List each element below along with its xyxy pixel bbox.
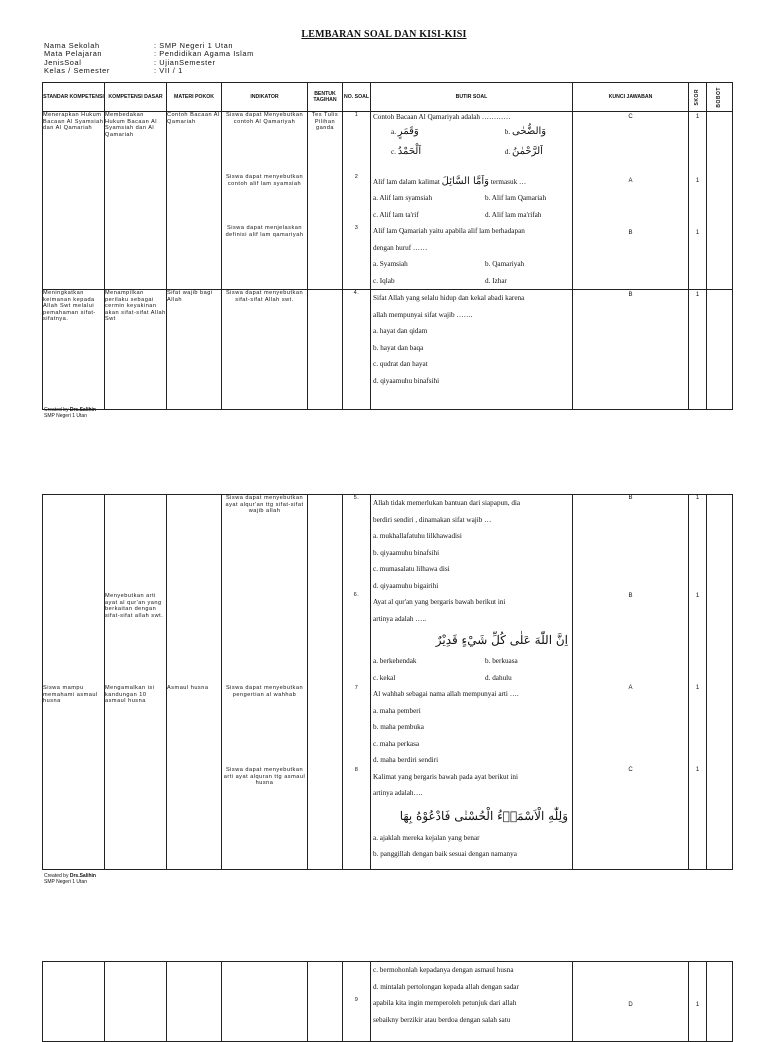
table-row bbox=[43, 112, 733, 290]
option: d. Izhar bbox=[485, 276, 507, 285]
soal-number: 3 bbox=[354, 225, 359, 231]
cell-kunci bbox=[573, 495, 689, 870]
cell-kompetensi bbox=[105, 495, 167, 870]
option: d. dahulu bbox=[485, 673, 512, 682]
skor-value: 1 bbox=[695, 114, 700, 120]
answer-key: B bbox=[628, 230, 633, 236]
arabic-option: وَقَمَرٍ bbox=[397, 126, 419, 137]
table-row bbox=[43, 962, 733, 1042]
skor-label: SKOR bbox=[694, 88, 701, 106]
meta-value: : Pendidikan Agama Islam bbox=[154, 49, 254, 59]
cell-materi bbox=[167, 962, 222, 1042]
option: d. qiyaamuhu bigairihi bbox=[373, 581, 439, 590]
bobot-label: BOBOT bbox=[716, 86, 723, 108]
option: d. mintalah pertolongan kepada allah dengan sadar bbox=[373, 982, 519, 991]
option: a. Syamsiah bbox=[373, 260, 408, 268]
arabic-phrase: وَاَمَّا السَّائِلَ bbox=[441, 176, 490, 187]
col-header-standar: STANDAR KOMPETENSI bbox=[43, 83, 105, 112]
col-header-kompetensi: KOMPETENSI DASAR bbox=[105, 83, 167, 112]
cell-bobot bbox=[707, 495, 733, 870]
option: c. bermohonlah kepadanya dengan asmaul husna bbox=[373, 966, 514, 974]
indikator-7: Siswa dapat menyebutkan pengertian al wahhab bbox=[225, 685, 304, 698]
skor-value: 1 bbox=[695, 230, 700, 236]
table-row bbox=[43, 290, 733, 410]
cell-kunci bbox=[573, 962, 689, 1042]
arabic-option: اَلْحَمْدُ bbox=[397, 146, 422, 157]
indikator-1: Siswa dapat Menyebutkan contoh Al Qamariyah bbox=[225, 112, 304, 125]
cell-standar: Menerapkan Hukum Bacaan Al Syamsiah dan Al Qamariah bbox=[43, 112, 105, 290]
materi-text: Asmaul husna bbox=[167, 685, 209, 691]
question-stem: Sifat Allah yang selalu hidup dan kekal abadi karena bbox=[373, 294, 525, 302]
cell-skor bbox=[689, 112, 707, 290]
answer-key: B bbox=[628, 593, 633, 599]
cell-bentuk bbox=[308, 290, 343, 410]
skor-value: 1 bbox=[695, 767, 700, 773]
arabic-option: اَلرَّحْمٰنُ bbox=[511, 146, 543, 157]
soal-number: 2 bbox=[354, 174, 359, 180]
option: c. kekal bbox=[373, 673, 396, 682]
question-stem: Al wahhab sebagai nama allah mempunyai arti …. bbox=[373, 690, 519, 698]
question-stem: termasuk … bbox=[490, 178, 527, 186]
arabic-option: وَالضُّحٰى bbox=[511, 126, 547, 137]
option: b. hayat dan baqa bbox=[373, 343, 424, 352]
col-header-bobot bbox=[707, 83, 733, 112]
meta-block bbox=[44, 42, 254, 76]
cell-bentuk: Tes Tulis Pilihan ganda bbox=[308, 112, 343, 290]
meta-key: Mata Pelajaran bbox=[44, 49, 103, 59]
footer-school: SMP Negeri 1 Utan bbox=[44, 413, 87, 419]
cell-bentuk bbox=[308, 962, 343, 1042]
question-stem: Contoh Bacaan Al Qamariyah adalah ………… bbox=[373, 113, 511, 121]
skor-value: 1 bbox=[695, 178, 700, 184]
document-title: LEMBARAN SOAL DAN KISI-KISI bbox=[301, 29, 467, 40]
footer bbox=[44, 873, 96, 885]
question-stem: Kalimat yang bergaris bawah pada ayat berikut ini bbox=[373, 772, 518, 781]
question-stem: Alif lam dalam kalimat bbox=[373, 178, 440, 186]
meta-value: : VII / 1 bbox=[154, 66, 183, 76]
cell-butir bbox=[371, 112, 573, 290]
answer-key: B bbox=[573, 290, 689, 410]
answer-key: A bbox=[628, 685, 633, 691]
cell-indikator bbox=[222, 495, 308, 870]
col-header-butir: BUTIR SOAL bbox=[371, 83, 573, 112]
option: d. qiyaamuhu binafsihi bbox=[373, 376, 440, 385]
option: c. qudrat dan hayat bbox=[373, 360, 428, 368]
question-stem: apabila kita ingin memperoleh petunjuk dari allah bbox=[373, 999, 517, 1007]
cell-butir bbox=[371, 290, 573, 410]
cell-standar: Meningkatkan keimanan kepada Allah Swt melalui pemahaman sifat-sifatnya. bbox=[43, 290, 105, 410]
cell-bobot bbox=[707, 112, 733, 290]
cell-standar bbox=[43, 495, 105, 870]
option-label: d. bbox=[504, 148, 511, 156]
cell-skor bbox=[689, 495, 707, 870]
cell-materi bbox=[167, 495, 222, 870]
soal-number: 1 bbox=[354, 112, 359, 118]
cell-bentuk bbox=[308, 495, 343, 870]
cell-no bbox=[343, 112, 371, 290]
table-row bbox=[43, 495, 733, 870]
question-stem: Ayat al qur'an yang bergaris bawah berikut ini bbox=[373, 598, 506, 606]
answer-key: B bbox=[628, 495, 633, 501]
cell-standar bbox=[43, 962, 105, 1042]
cell-indikator: Siswa dapat menyebutkan sifat-sifat Allah swt. bbox=[222, 290, 308, 410]
meta-value: : UjianSemester bbox=[154, 57, 216, 67]
option: b. qiyaamuhu binafsihi bbox=[373, 548, 440, 557]
question-stem: artinya adalah ….. bbox=[373, 614, 427, 623]
option: c. Iqlab bbox=[373, 276, 395, 285]
question-stem: Allah tidak memerlukan bantuan dari siapapun, dia bbox=[373, 499, 521, 507]
kisi-kisi-table-page1 bbox=[42, 82, 733, 410]
cell-no bbox=[343, 495, 371, 870]
footer bbox=[44, 407, 96, 419]
indikator-2: Siswa dapat menyebutkan contoh alif lam syamsiah bbox=[225, 174, 304, 187]
option: d. maha berdiri sendiri bbox=[373, 756, 439, 764]
question-stem: artinya adalah…. bbox=[373, 789, 423, 797]
indikator-3: Siswa dapat menjelaskan definisi alif lam qamariyah bbox=[225, 225, 304, 238]
option: a. mukhallafatuhu lilkhawadisi bbox=[373, 532, 462, 540]
option: a. hayat dan qidam bbox=[373, 327, 428, 335]
kisi-kisi-table-page3 bbox=[42, 961, 733, 1042]
option-label: a. bbox=[391, 128, 396, 136]
cell-kompetensi bbox=[105, 962, 167, 1042]
cell-kompetensi: Membedakan Hukum Bacaan Al Syamsiah dan Al Qamariah bbox=[105, 112, 167, 290]
cell-skor bbox=[689, 962, 707, 1042]
meta-key: Kelas / Semester bbox=[44, 66, 110, 76]
meta-value: : SMP Negeri 1 Utan bbox=[154, 41, 234, 50]
author-name: Drs.Salihin bbox=[69, 873, 96, 879]
answer-key: A bbox=[628, 178, 633, 184]
cell-butir bbox=[371, 495, 573, 870]
cell-indikator bbox=[222, 112, 308, 290]
skor-value: 1 bbox=[695, 1002, 700, 1008]
standar-text: Siswa mampu memahami asmaul husna bbox=[43, 685, 98, 704]
option: b. berkuasa bbox=[485, 657, 518, 665]
question-stem: berdiri sendiri , dinamakan sifat wajib … bbox=[373, 515, 492, 524]
option: a. Alif lam syamsiah bbox=[373, 194, 433, 202]
option-label: c. bbox=[391, 148, 396, 156]
skor-value: 1 bbox=[695, 495, 700, 501]
meta-row bbox=[44, 67, 254, 75]
option: a. berkehendak bbox=[373, 657, 417, 665]
question-stem: Alif lam Qamariah yaitu apabila alif lam berhadapan bbox=[373, 227, 525, 235]
meta-key: Nama Sekolah bbox=[44, 41, 100, 50]
option: a. ajaklah mereka kejalan yang benar bbox=[373, 833, 480, 842]
indikator-8: Siswa dapat menyebutkan arti ayat alquran ttg asmaul husna bbox=[223, 767, 306, 786]
header-row bbox=[43, 83, 733, 112]
answer-key: D bbox=[628, 1002, 633, 1008]
kompetensi-text: Mengamalkan isi kandungan 10 asmaul husna bbox=[105, 685, 155, 704]
col-header-no: NO. SOAL bbox=[343, 83, 371, 112]
footer-school: SMP Negeri 1 Utan bbox=[44, 879, 87, 885]
soal-number: 5. bbox=[353, 495, 360, 501]
cell-materi: Contoh Bacaan Al Qamariah bbox=[167, 112, 222, 290]
indikator-5: Siswa dapat menyebutkan ayat alqur'an ttg sifat-sifat wajib allah bbox=[225, 495, 304, 514]
col-header-materi: MATERI POKOK bbox=[167, 83, 222, 112]
option: c. Alif lam ta'rif bbox=[373, 210, 419, 219]
answer-key: C bbox=[628, 767, 633, 773]
col-header-indikator: INDIKATOR bbox=[222, 83, 308, 112]
skor-value: 1 bbox=[695, 685, 700, 691]
option: a. maha pemberi bbox=[373, 706, 421, 715]
option: c. mumasalatu lilhawa disi bbox=[373, 565, 450, 573]
cell-materi: Sifat wajib bagi Allah bbox=[167, 290, 222, 410]
cell-bobot bbox=[707, 962, 733, 1042]
skor-value: 1 bbox=[695, 593, 700, 599]
col-header-kunci: KUNCI JAWABAN bbox=[573, 83, 689, 112]
option: b. Alif lam Qamariah bbox=[485, 194, 547, 202]
cell-kompetensi: Menampilkan perilaku sebagai cermin keyakinan akan sifat-sifat Allah Swt bbox=[105, 290, 167, 410]
option: b. maha pembuka bbox=[373, 723, 424, 731]
meta-key: JenisSoal bbox=[44, 57, 82, 67]
col-header-skor bbox=[689, 83, 707, 112]
question-stem: allah mempunyai sifat wajib ……. bbox=[373, 310, 473, 319]
option: b. Qamariyah bbox=[485, 260, 525, 268]
option-label: b. bbox=[504, 128, 511, 136]
skor-value: 1 bbox=[689, 290, 707, 410]
kompetensi-text: Menyebutkan arti ayat al qur'an yang berkaitan dengan sifat-sifat allah swt. bbox=[105, 593, 164, 619]
cell-no: 4. bbox=[343, 290, 371, 410]
soal-number: 9 bbox=[354, 997, 359, 1003]
arabic-verse: وَلِلّٰهِ الْاَسْمَاۤءُ الْحُسْنٰى فَادْعُوْهُ بِهَا bbox=[399, 808, 568, 823]
cell-butir bbox=[371, 962, 573, 1042]
cell-no bbox=[343, 962, 371, 1042]
option: d. Alif lam ma'rifah bbox=[485, 210, 542, 219]
col-header-bentuk: BENTUK TAGIHAN bbox=[308, 83, 343, 112]
soal-number: 6. bbox=[353, 592, 360, 598]
question-stem: dengan huruf …… bbox=[373, 243, 428, 252]
option: c. maha perkasa bbox=[373, 739, 420, 748]
created-label: Created by bbox=[44, 407, 69, 413]
author-name: Drs.Salihin bbox=[69, 407, 96, 413]
cell-kunci bbox=[573, 112, 689, 290]
soal-number: 7 bbox=[354, 685, 359, 691]
answer-key: C bbox=[628, 114, 633, 120]
option: b. panggillah dengan baik sesuai dengan namanya bbox=[373, 850, 517, 858]
arabic-verse: اِنَّ اللّٰهَ عَلٰى كُلِّ شَيْءٍ قَدِيْرٌ bbox=[435, 633, 568, 647]
cell-indikator bbox=[222, 962, 308, 1042]
question-stem: sebaikny berzikir atau berdoa dengan salah satu bbox=[373, 1015, 511, 1024]
created-label: Created by bbox=[44, 873, 69, 879]
kisi-kisi-table-page2 bbox=[42, 494, 733, 870]
cell-bobot bbox=[707, 290, 733, 410]
soal-number: 8 bbox=[354, 767, 359, 773]
